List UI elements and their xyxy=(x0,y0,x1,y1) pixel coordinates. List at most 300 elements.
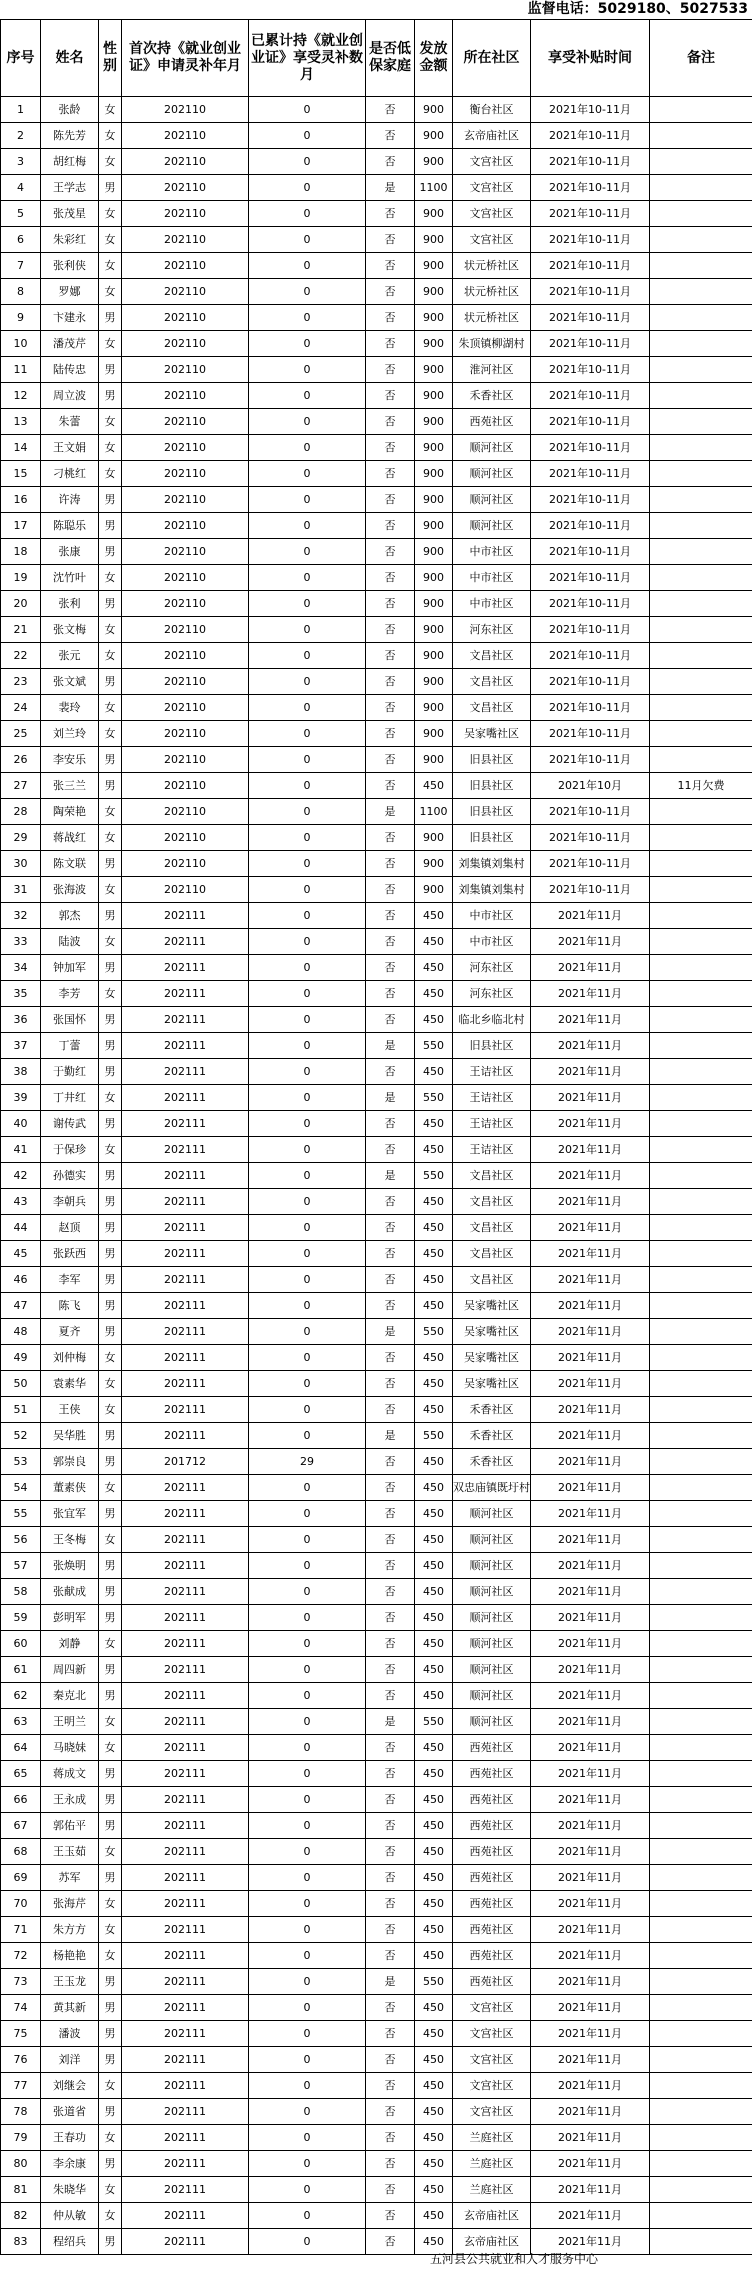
cell-gender: 女 xyxy=(99,1735,122,1761)
cell-low-income: 否 xyxy=(366,227,415,253)
cell-period: 2021年11月 xyxy=(531,2047,650,2073)
cell-gender: 女 xyxy=(99,799,122,825)
header-gender: 性别 xyxy=(99,20,122,97)
cell-first-apply: 202111 xyxy=(122,1553,249,1579)
cell-community: 西苑社区 xyxy=(453,1735,531,1761)
cell-note xyxy=(650,695,752,721)
cell-note xyxy=(650,1579,752,1605)
cell-first-apply: 202110 xyxy=(122,721,249,747)
table-row xyxy=(1,1059,752,1085)
cell-community: 双忠庙镇既圩村 xyxy=(453,1475,531,1501)
cell-low-income: 否 xyxy=(366,2177,415,2203)
cell-community: 文宫社区 xyxy=(453,149,531,175)
cell-community: 兰庭社区 xyxy=(453,2151,531,2177)
cell-note xyxy=(650,981,752,1007)
cell-period: 2021年10-11月 xyxy=(531,149,650,175)
cell-amount: 450 xyxy=(415,1839,453,1865)
cell-period: 2021年11月 xyxy=(531,1111,650,1137)
cell-months: 0 xyxy=(249,1059,366,1085)
cell-first-apply: 202110 xyxy=(122,253,249,279)
cell-low-income: 否 xyxy=(366,149,415,175)
cell-amount: 900 xyxy=(415,695,453,721)
cell-low-income: 否 xyxy=(366,1111,415,1137)
cell-gender: 女 xyxy=(99,1085,122,1111)
cell-name: 张道省 xyxy=(41,2099,99,2125)
cell-note xyxy=(650,201,752,227)
cell-no: 3 xyxy=(1,149,41,175)
cell-note xyxy=(650,2047,752,2073)
cell-first-apply: 202111 xyxy=(122,1007,249,1033)
header-amount: 发放金额 xyxy=(415,20,453,97)
cell-low-income: 否 xyxy=(366,877,415,903)
cell-note xyxy=(650,1917,752,1943)
cell-community: 文宫社区 xyxy=(453,201,531,227)
cell-community: 吴家嘴社区 xyxy=(453,1345,531,1371)
cell-amount: 900 xyxy=(415,409,453,435)
cell-amount: 900 xyxy=(415,435,453,461)
cell-community: 文昌社区 xyxy=(453,643,531,669)
cell-low-income: 否 xyxy=(366,357,415,383)
cell-no: 75 xyxy=(1,2021,41,2047)
cell-amount: 550 xyxy=(415,1085,453,1111)
cell-no: 35 xyxy=(1,981,41,1007)
cell-first-apply: 202110 xyxy=(122,773,249,799)
cell-note xyxy=(650,1943,752,1969)
cell-name: 夏齐 xyxy=(41,1319,99,1345)
cell-no: 43 xyxy=(1,1189,41,1215)
cell-low-income: 否 xyxy=(366,1215,415,1241)
cell-community: 中市社区 xyxy=(453,565,531,591)
cell-months: 0 xyxy=(249,357,366,383)
cell-no: 68 xyxy=(1,1839,41,1865)
subsidy-table xyxy=(0,19,752,2255)
cell-name: 王学志 xyxy=(41,175,99,201)
cell-low-income: 否 xyxy=(366,1475,415,1501)
cell-no: 82 xyxy=(1,2203,41,2229)
cell-gender: 男 xyxy=(99,2229,122,2255)
cell-low-income: 是 xyxy=(366,1163,415,1189)
cell-first-apply: 202111 xyxy=(122,1085,249,1111)
cell-period: 2021年10-11月 xyxy=(531,747,650,773)
table-row xyxy=(1,1787,752,1813)
cell-note xyxy=(650,1007,752,1033)
cell-first-apply: 202111 xyxy=(122,1189,249,1215)
table-row xyxy=(1,2021,752,2047)
cell-months: 0 xyxy=(249,513,366,539)
cell-amount: 900 xyxy=(415,253,453,279)
cell-months: 0 xyxy=(249,1579,366,1605)
table-row xyxy=(1,2125,752,2151)
cell-gender: 女 xyxy=(99,721,122,747)
cell-no: 78 xyxy=(1,2099,41,2125)
cell-amount: 450 xyxy=(415,2047,453,2073)
cell-months: 0 xyxy=(249,2177,366,2203)
cell-gender: 男 xyxy=(99,1553,122,1579)
cell-gender: 男 xyxy=(99,1189,122,1215)
cell-gender: 女 xyxy=(99,1943,122,1969)
cell-period: 2021年11月 xyxy=(531,1761,650,1787)
cell-name: 吴华胜 xyxy=(41,1423,99,1449)
cell-gender: 男 xyxy=(99,1007,122,1033)
cell-months: 0 xyxy=(249,1189,366,1215)
cell-first-apply: 202110 xyxy=(122,695,249,721)
cell-months: 0 xyxy=(249,1657,366,1683)
cell-months: 0 xyxy=(249,201,366,227)
cell-gender: 男 xyxy=(99,2151,122,2177)
cell-amount: 450 xyxy=(415,1397,453,1423)
cell-name: 张利 xyxy=(41,591,99,617)
table-row xyxy=(1,1371,752,1397)
cell-no: 2 xyxy=(1,123,41,149)
cell-amount: 550 xyxy=(415,1033,453,1059)
table-row xyxy=(1,1969,752,1995)
cell-community: 中市社区 xyxy=(453,591,531,617)
cell-note xyxy=(650,2021,752,2047)
cell-no: 74 xyxy=(1,1995,41,2021)
cell-low-income: 否 xyxy=(366,1449,415,1475)
table-row xyxy=(1,1605,752,1631)
cell-no: 48 xyxy=(1,1319,41,1345)
cell-period: 2021年11月 xyxy=(531,1631,650,1657)
cell-amount: 450 xyxy=(415,1917,453,1943)
cell-no: 51 xyxy=(1,1397,41,1423)
table-row xyxy=(1,1527,752,1553)
cell-note xyxy=(650,877,752,903)
cell-no: 63 xyxy=(1,1709,41,1735)
cell-low-income: 否 xyxy=(366,1267,415,1293)
cell-period: 2021年11月 xyxy=(531,1085,650,1111)
cell-note xyxy=(650,1709,752,1735)
cell-period: 2021年11月 xyxy=(531,1449,650,1475)
cell-gender: 男 xyxy=(99,1423,122,1449)
cell-amount: 900 xyxy=(415,201,453,227)
cell-period: 2021年11月 xyxy=(531,903,650,929)
cell-note xyxy=(650,1163,752,1189)
cell-low-income: 否 xyxy=(366,617,415,643)
cell-no: 64 xyxy=(1,1735,41,1761)
cell-first-apply: 202111 xyxy=(122,1527,249,1553)
cell-first-apply: 202111 xyxy=(122,2177,249,2203)
cell-no: 29 xyxy=(1,825,41,851)
cell-no: 40 xyxy=(1,1111,41,1137)
cell-first-apply: 202110 xyxy=(122,383,249,409)
cell-gender: 女 xyxy=(99,331,122,357)
cell-period: 2021年11月 xyxy=(531,981,650,1007)
cell-first-apply: 202111 xyxy=(122,2047,249,2073)
cell-first-apply: 202111 xyxy=(122,1891,249,1917)
table-row xyxy=(1,695,752,721)
cell-months: 0 xyxy=(249,1345,366,1371)
cell-gender: 男 xyxy=(99,955,122,981)
cell-amount: 450 xyxy=(415,1865,453,1891)
cell-note xyxy=(650,669,752,695)
cell-months: 0 xyxy=(249,2021,366,2047)
cell-low-income: 否 xyxy=(366,279,415,305)
cell-first-apply: 202110 xyxy=(122,643,249,669)
cell-period: 2021年11月 xyxy=(531,1215,650,1241)
cell-low-income: 否 xyxy=(366,1007,415,1033)
cell-period: 2021年11月 xyxy=(531,1267,650,1293)
cell-first-apply: 202110 xyxy=(122,331,249,357)
cell-amount: 450 xyxy=(415,1657,453,1683)
table-row xyxy=(1,227,752,253)
cell-first-apply: 202110 xyxy=(122,279,249,305)
cell-gender: 女 xyxy=(99,227,122,253)
cell-amount: 900 xyxy=(415,279,453,305)
cell-no: 83 xyxy=(1,2229,41,2255)
cell-amount: 450 xyxy=(415,2203,453,2229)
cell-amount: 900 xyxy=(415,149,453,175)
cell-period: 2021年11月 xyxy=(531,1787,650,1813)
cell-period: 2021年11月 xyxy=(531,1423,650,1449)
cell-amount: 900 xyxy=(415,591,453,617)
cell-gender: 男 xyxy=(99,1761,122,1787)
cell-no: 10 xyxy=(1,331,41,357)
cell-amount: 450 xyxy=(415,2177,453,2203)
cell-low-income: 是 xyxy=(366,1085,415,1111)
cell-community: 顺河社区 xyxy=(453,513,531,539)
header-community: 所在社区 xyxy=(453,20,531,97)
cell-low-income: 否 xyxy=(366,1501,415,1527)
cell-name: 张宜军 xyxy=(41,1501,99,1527)
cell-low-income: 否 xyxy=(366,1865,415,1891)
cell-gender: 男 xyxy=(99,1215,122,1241)
cell-low-income: 否 xyxy=(366,851,415,877)
cell-no: 20 xyxy=(1,591,41,617)
cell-amount: 450 xyxy=(415,1631,453,1657)
cell-name: 朱彩红 xyxy=(41,227,99,253)
cell-community: 西苑社区 xyxy=(453,1917,531,1943)
cell-note xyxy=(650,2151,752,2177)
cell-community: 顺河社区 xyxy=(453,487,531,513)
table-row xyxy=(1,1995,752,2021)
cell-name: 王侠 xyxy=(41,1397,99,1423)
cell-community: 禾香社区 xyxy=(453,1449,531,1475)
cell-name: 张海芹 xyxy=(41,1891,99,1917)
cell-community: 文宫社区 xyxy=(453,2099,531,2125)
table-row xyxy=(1,2047,752,2073)
cell-low-income: 否 xyxy=(366,2151,415,2177)
cell-no: 65 xyxy=(1,1761,41,1787)
cell-low-income: 是 xyxy=(366,1423,415,1449)
cell-gender: 男 xyxy=(99,539,122,565)
cell-months: 0 xyxy=(249,877,366,903)
cell-months: 0 xyxy=(249,2203,366,2229)
cell-first-apply: 202111 xyxy=(122,1579,249,1605)
cell-name: 胡红梅 xyxy=(41,149,99,175)
cell-first-apply: 202111 xyxy=(122,1865,249,1891)
cell-name: 王玉茹 xyxy=(41,1839,99,1865)
cell-community: 河东社区 xyxy=(453,981,531,1007)
cell-gender: 男 xyxy=(99,1865,122,1891)
cell-low-income: 否 xyxy=(366,773,415,799)
hotline-text: 监督电话：5029180、5027533 xyxy=(527,1,748,17)
cell-amount: 450 xyxy=(415,1371,453,1397)
cell-amount: 550 xyxy=(415,1709,453,1735)
cell-amount: 450 xyxy=(415,2073,453,2099)
cell-first-apply: 202111 xyxy=(122,1397,249,1423)
cell-name: 周四新 xyxy=(41,1657,99,1683)
cell-period: 2021年11月 xyxy=(531,2125,650,2151)
cell-note xyxy=(650,1189,752,1215)
cell-first-apply: 202111 xyxy=(122,1059,249,1085)
cell-note xyxy=(650,1293,752,1319)
cell-no: 14 xyxy=(1,435,41,461)
cell-low-income: 否 xyxy=(366,97,415,123)
cell-community: 吴家嘴社区 xyxy=(453,721,531,747)
cell-amount: 450 xyxy=(415,1891,453,1917)
cell-amount: 450 xyxy=(415,1475,453,1501)
cell-amount: 900 xyxy=(415,487,453,513)
cell-period: 2021年10-11月 xyxy=(531,201,650,227)
cell-gender: 女 xyxy=(99,2125,122,2151)
table-row xyxy=(1,643,752,669)
cell-period: 2021年11月 xyxy=(531,1137,650,1163)
cell-gender: 女 xyxy=(99,1397,122,1423)
cell-period: 2021年11月 xyxy=(531,2177,650,2203)
cell-gender: 男 xyxy=(99,305,122,331)
cell-period: 2021年11月 xyxy=(531,1969,650,1995)
cell-no: 50 xyxy=(1,1371,41,1397)
table-row xyxy=(1,565,752,591)
cell-period: 2021年10-11月 xyxy=(531,253,650,279)
cell-name: 罗娜 xyxy=(41,279,99,305)
cell-amount: 450 xyxy=(415,1683,453,1709)
cell-low-income: 否 xyxy=(366,591,415,617)
cell-first-apply: 202111 xyxy=(122,2125,249,2151)
cell-first-apply: 202111 xyxy=(122,1605,249,1631)
cell-name: 李余康 xyxy=(41,2151,99,2177)
cell-community: 河东社区 xyxy=(453,955,531,981)
table-row xyxy=(1,1943,752,1969)
cell-amount: 450 xyxy=(415,1215,453,1241)
cell-gender: 女 xyxy=(99,1917,122,1943)
cell-name: 张文梅 xyxy=(41,617,99,643)
cell-low-income: 否 xyxy=(366,1995,415,2021)
cell-low-income: 是 xyxy=(366,1319,415,1345)
table-row xyxy=(1,123,752,149)
cell-no: 77 xyxy=(1,2073,41,2099)
table-row xyxy=(1,1319,752,1345)
cell-first-apply: 202110 xyxy=(122,591,249,617)
cell-first-apply: 202110 xyxy=(122,97,249,123)
cell-note xyxy=(650,357,752,383)
cell-months: 0 xyxy=(249,1527,366,1553)
cell-no: 22 xyxy=(1,643,41,669)
cell-no: 52 xyxy=(1,1423,41,1449)
cell-community: 顺河社区 xyxy=(453,1553,531,1579)
cell-note xyxy=(650,1605,752,1631)
cell-months: 0 xyxy=(249,2229,366,2255)
table-row xyxy=(1,1137,752,1163)
cell-months: 0 xyxy=(249,799,366,825)
cell-note xyxy=(650,1215,752,1241)
cell-gender: 男 xyxy=(99,669,122,695)
cell-no: 69 xyxy=(1,1865,41,1891)
cell-low-income: 否 xyxy=(366,1189,415,1215)
cell-period: 2021年11月 xyxy=(531,1371,650,1397)
cell-amount: 900 xyxy=(415,305,453,331)
cell-gender: 男 xyxy=(99,1111,122,1137)
cell-low-income: 否 xyxy=(366,955,415,981)
cell-period: 2021年10-11月 xyxy=(531,461,650,487)
cell-no: 12 xyxy=(1,383,41,409)
cell-gender: 男 xyxy=(99,1449,122,1475)
table-row xyxy=(1,851,752,877)
cell-note xyxy=(650,1033,752,1059)
cell-note xyxy=(650,331,752,357)
cell-amount: 450 xyxy=(415,955,453,981)
cell-first-apply: 202110 xyxy=(122,565,249,591)
cell-first-apply: 202110 xyxy=(122,669,249,695)
cell-period: 2021年11月 xyxy=(531,1839,650,1865)
cell-community: 玄帝庙社区 xyxy=(453,123,531,149)
cell-first-apply: 202111 xyxy=(122,1319,249,1345)
cell-amount: 450 xyxy=(415,1111,453,1137)
cell-first-apply: 202111 xyxy=(122,1293,249,1319)
cell-gender: 男 xyxy=(99,1605,122,1631)
cell-months: 0 xyxy=(249,227,366,253)
header-first-apply: 首次持《就业创业证》申请灵补年月 xyxy=(122,20,249,97)
cell-months: 0 xyxy=(249,747,366,773)
cell-community: 文宫社区 xyxy=(453,175,531,201)
cell-low-income: 否 xyxy=(366,331,415,357)
cell-first-apply: 202111 xyxy=(122,981,249,1007)
cell-gender: 男 xyxy=(99,2099,122,2125)
cell-first-apply: 202111 xyxy=(122,1033,249,1059)
table-row xyxy=(1,2203,752,2229)
cell-name: 朱晓华 xyxy=(41,2177,99,2203)
cell-no: 5 xyxy=(1,201,41,227)
cell-period: 2021年11月 xyxy=(531,1579,650,1605)
cell-period: 2021年11月 xyxy=(531,1735,650,1761)
cell-low-income: 否 xyxy=(366,695,415,721)
cell-gender: 女 xyxy=(99,981,122,1007)
cell-period: 2021年11月 xyxy=(531,1891,650,1917)
cell-gender: 女 xyxy=(99,2177,122,2203)
cell-gender: 女 xyxy=(99,2203,122,2229)
cell-gender: 男 xyxy=(99,357,122,383)
table-row xyxy=(1,409,752,435)
cell-low-income: 否 xyxy=(366,461,415,487)
cell-gender: 女 xyxy=(99,279,122,305)
cell-no: 8 xyxy=(1,279,41,305)
cell-note xyxy=(650,2099,752,2125)
cell-low-income: 否 xyxy=(366,1943,415,1969)
cell-period: 2021年11月 xyxy=(531,1553,650,1579)
cell-months: 0 xyxy=(249,1683,366,1709)
cell-note xyxy=(650,253,752,279)
cell-gender: 男 xyxy=(99,1813,122,1839)
cell-first-apply: 202111 xyxy=(122,1761,249,1787)
cell-no: 4 xyxy=(1,175,41,201)
cell-name: 谢传武 xyxy=(41,1111,99,1137)
cell-amount: 450 xyxy=(415,1813,453,1839)
cell-community: 中市社区 xyxy=(453,539,531,565)
cell-note xyxy=(650,1449,752,1475)
table-row xyxy=(1,1293,752,1319)
cell-note xyxy=(650,1683,752,1709)
cell-no: 25 xyxy=(1,721,41,747)
cell-period: 2021年10-11月 xyxy=(531,435,650,461)
cell-name: 陆传忠 xyxy=(41,357,99,383)
cell-name: 于勤红 xyxy=(41,1059,99,1085)
cell-name: 王文娟 xyxy=(41,435,99,461)
cell-no: 26 xyxy=(1,747,41,773)
cell-months: 0 xyxy=(249,409,366,435)
cell-no: 41 xyxy=(1,1137,41,1163)
cell-months: 0 xyxy=(249,2073,366,2099)
